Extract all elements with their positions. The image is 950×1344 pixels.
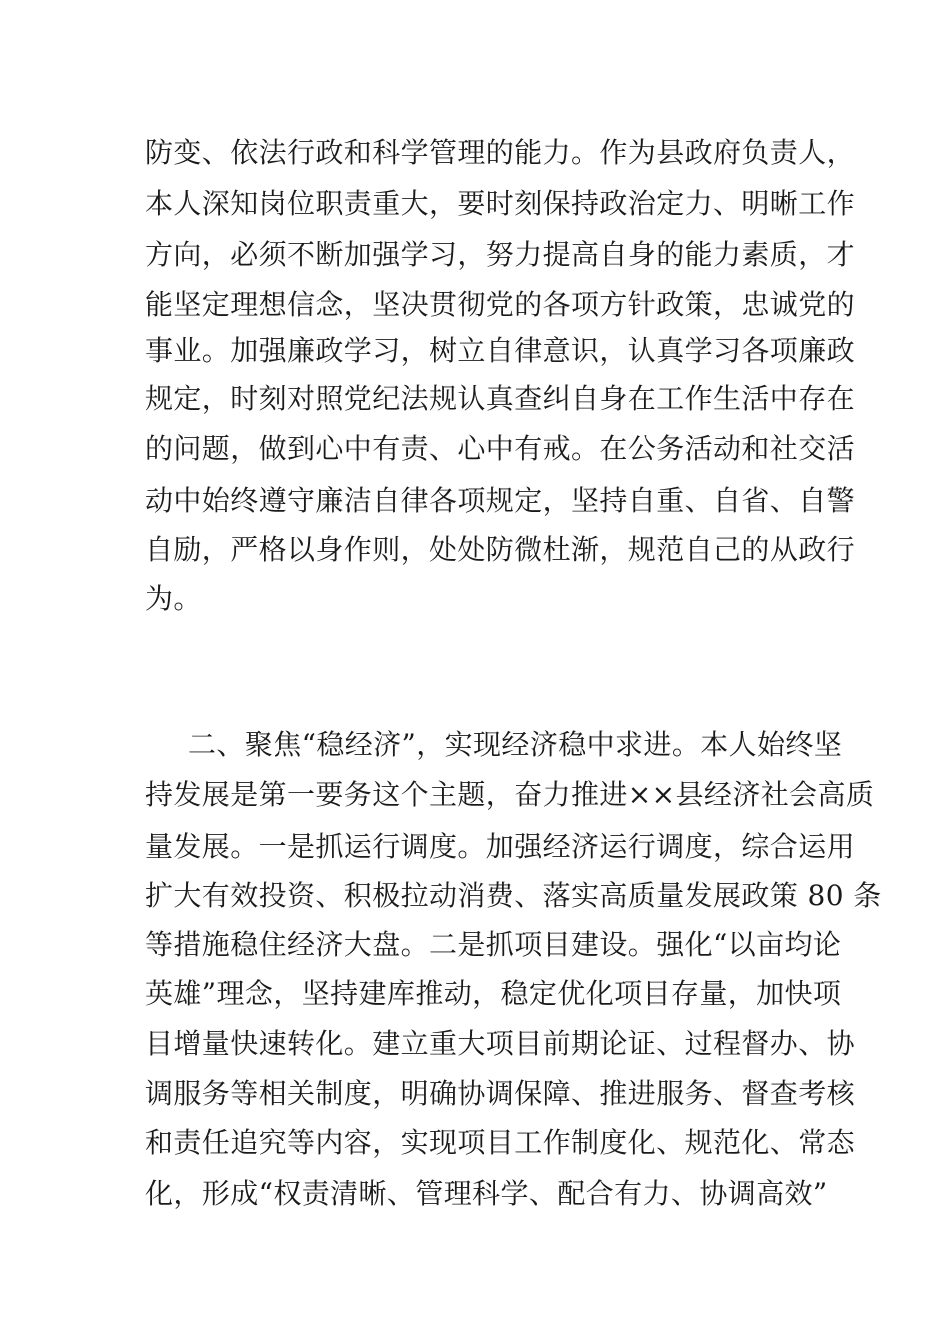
paragraph-2-line: 调服务等相关制度，明确协调保障、推进服务、督查考核 bbox=[145, 1077, 856, 1110]
paragraph-1-line: 动中始终遵守廉洁自律各项规定，坚持自重、自省、自警 bbox=[145, 484, 856, 517]
paragraph-2-line: 和责任追究等内容，实现项目工作制度化、规范化、常态 bbox=[145, 1126, 856, 1159]
paragraph-2-line: 持发展是第一要务这个主题，奋力推进××县经济社会高质 bbox=[145, 778, 875, 811]
paragraph-1-line: 本人深知岗位职责重大，要时刻保持政治定力、明晰工作 bbox=[145, 187, 856, 220]
paragraph-1-line: 防变、依法行政和科学管理的能力。作为县政府负责人， bbox=[145, 136, 856, 169]
paragraph-1-line: 方向，必须不断加强学习，努力提高自身的能力素质，才 bbox=[145, 238, 856, 271]
paragraph-1-line: 为。 bbox=[145, 582, 202, 615]
paragraph-1-line: 自励，严格以身作则，处处防微杜渐，规范自己的从政行 bbox=[145, 533, 856, 566]
paragraph-2-line: 英雄”理念，坚持建库推动，稳定优化项目存量，加快项 bbox=[145, 977, 842, 1010]
paragraph-1-line: 的问题，做到心中有责、心中有戒。在公务活动和社交活 bbox=[145, 432, 856, 465]
paragraph-2-line: 二、聚焦“稳经济”，实现经济稳中求进。本人始终坚 bbox=[188, 728, 843, 761]
paragraph-1-line: 能坚定理想信念，坚决贯彻党的各项方针政策，忠诚党的 bbox=[145, 288, 856, 321]
paragraph-1-line: 事业。加强廉政学习，树立自律意识，认真学习各项廉政 bbox=[145, 334, 856, 367]
paragraph-2-line: 量发展。一是抓运行调度。加强经济运行调度，综合运用 bbox=[145, 830, 856, 863]
paragraph-2-line: 化，形成“权责清晰、管理科学、配合有力、协调高效” bbox=[145, 1177, 828, 1210]
paragraph-2-line: 等措施稳住经济大盘。二是抓项目建设。强化“以亩均论 bbox=[145, 928, 842, 961]
paragraph-2-line: 扩大有效投资、积极拉动消费、落实高质量发展政策 80 条 bbox=[145, 879, 882, 912]
paragraph-1-line: 规定，时刻对照党纪法规认真查纠自身在工作生活中存在 bbox=[145, 382, 856, 415]
paragraph-2-line: 目增量快速转化。建立重大项目前期论证、过程督办、协 bbox=[145, 1027, 856, 1060]
